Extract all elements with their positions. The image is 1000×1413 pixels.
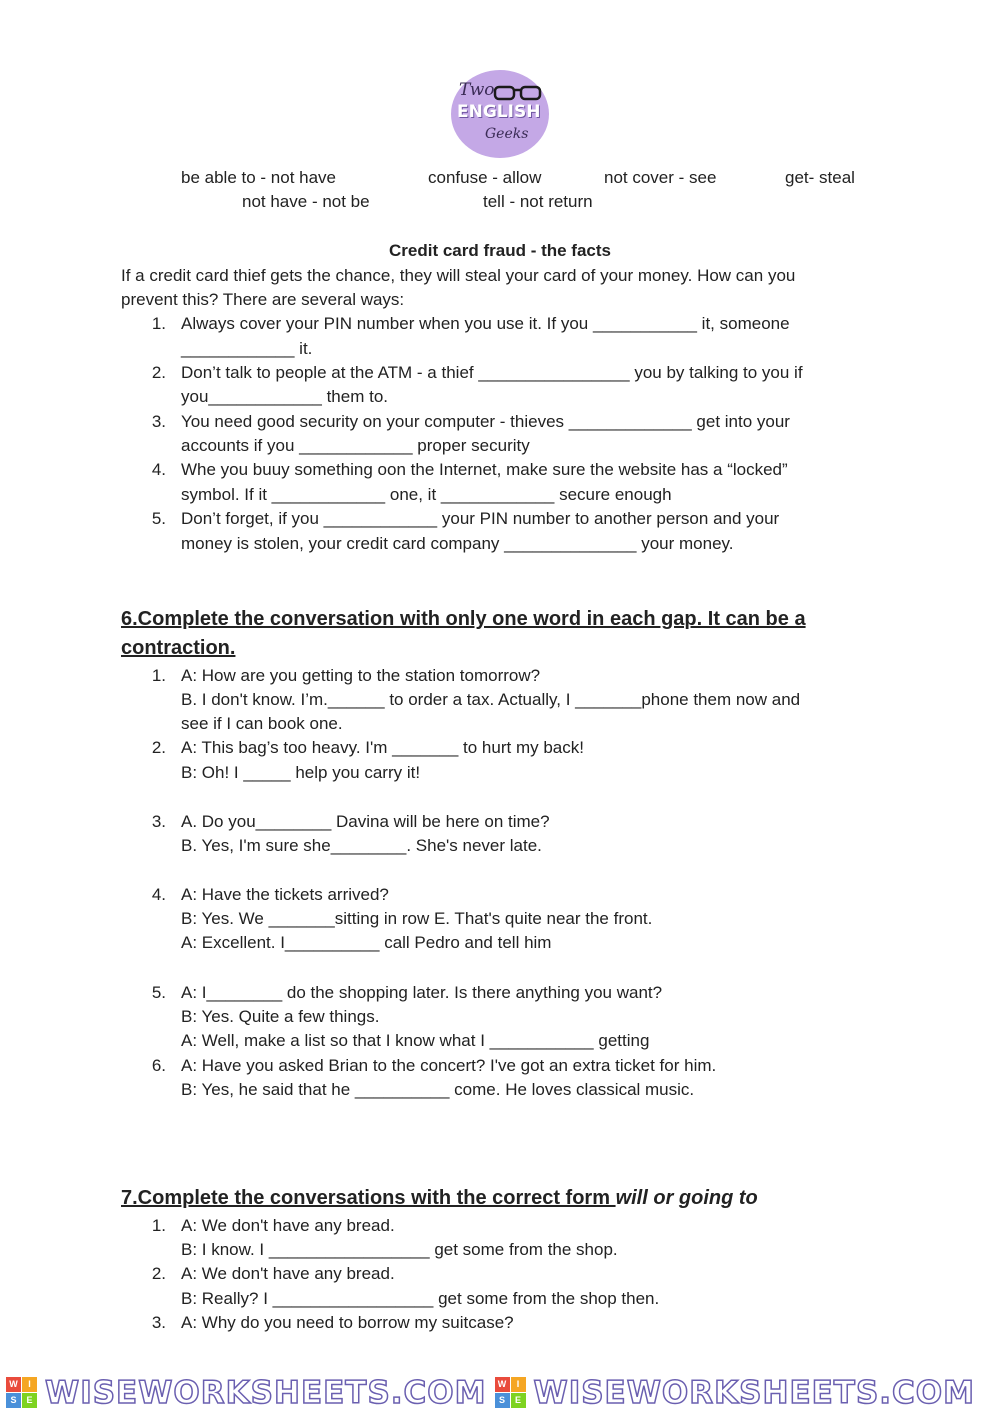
- item-text: Always cover your PIN number when you use it. If you ___________ it, someone: [181, 314, 790, 333]
- dialogue-line: B: Yes. We _______sitting in row E. That's quite near the front.: [181, 909, 653, 928]
- logo-text-two: Two: [459, 80, 495, 100]
- section-6-heading: [121, 605, 806, 634]
- dialogue-line: B. I don't know. I’m.______ to order a tax. Actually, I _______phone them now and: [181, 690, 801, 709]
- dialogue-line: A: Have you asked Brian to the concert? I've got an extra ticket for him.: [181, 1056, 717, 1075]
- item-number: 2.: [151, 363, 166, 382]
- dialogue-line: see if I can book one.: [181, 714, 343, 733]
- item-text: symbol. If it ____________ one, it ____________ secure enough: [181, 485, 672, 504]
- dialogue-line: A: Have the tickets arrived?: [181, 885, 389, 904]
- item-text: Don’t talk to people at the ATM - a thief ________________ you by talking to you if: [181, 363, 803, 382]
- mark-letter: S: [6, 1393, 21, 1408]
- dialogue-line: B: Yes. Quite a few things.: [181, 1007, 380, 1026]
- wiseworksheets-brand: WISEWORKSHEETS.COM: [533, 1374, 975, 1411]
- item-number: 3.: [151, 1313, 166, 1332]
- mark-letter: S: [495, 1393, 510, 1408]
- word-bank-option: not have - not be: [242, 192, 370, 211]
- glasses-icon: [493, 84, 543, 102]
- item-number: 1.: [151, 1216, 166, 1235]
- mark-letter: I: [511, 1377, 526, 1392]
- item-text: accounts if you ____________ proper security: [181, 436, 530, 455]
- heading-line: contraction.: [121, 637, 236, 659]
- wiseworksheets-logo-mark: [495, 1377, 526, 1408]
- mark-letter: E: [511, 1393, 526, 1408]
- item-text: Don’t forget, if you ____________ your PIN number to another person and your: [181, 509, 780, 528]
- intro-line: prevent this? There are several ways:: [121, 290, 405, 309]
- item-number: 1.: [151, 666, 166, 685]
- item-number: 5.: [151, 509, 166, 528]
- dialogue-line: A: We don't have any bread.: [181, 1216, 395, 1235]
- intro-line: If a credit card thief gets the chance, they will steal your card of your money. How can you: [121, 266, 796, 285]
- item-number: 2.: [151, 1264, 166, 1283]
- logo-text-english: ENGLISH: [457, 102, 541, 122]
- item-number: 4.: [151, 460, 166, 479]
- dialogue-line: A: This bag’s too heavy. I'm _______ to hurt my back!: [181, 738, 584, 757]
- item-text: you____________ them to.: [181, 387, 389, 406]
- item-text: money is stolen, your credit card company ______________ your money.: [181, 534, 734, 553]
- dialogue-line: B: Yes, he said that he __________ come. He loves classical music.: [181, 1080, 695, 1099]
- item-number: 4.: [151, 885, 166, 904]
- item-text: You need good security on your computer - thieves _____________ get into your: [181, 412, 790, 431]
- heading-line: 6.Complete the conversation with only one word in each gap. It can be a: [121, 608, 806, 630]
- dialogue-line: B. Yes, I'm sure she________. She's never late.: [181, 836, 542, 855]
- dialogue-line: B: I know. I _________________ get some from the shop.: [181, 1240, 618, 1259]
- section-6-heading-cont: [121, 634, 235, 663]
- item-number: 5.: [151, 983, 166, 1002]
- dialogue-line: A: How are you getting to the station tomorrow?: [181, 666, 541, 685]
- item-number: 3.: [151, 412, 166, 431]
- item-number: 6.: [151, 1056, 166, 1075]
- dialogue-line: A: Excellent. I__________ call Pedro and tell him: [181, 933, 552, 952]
- item-text: Whe you buuy something oon the Internet, make sure the website has a “locked”: [181, 460, 788, 479]
- word-bank-option: confuse - allow: [428, 168, 542, 187]
- dialogue-line: B: Oh! I _____ help you carry it!: [181, 763, 421, 782]
- word-bank-option: be able to - not have: [181, 168, 337, 187]
- mark-letter: I: [22, 1377, 37, 1392]
- dialogue-line: B: Really? I _________________ get some from the shop then.: [181, 1289, 660, 1308]
- two-english-geeks-logo: [451, 70, 549, 158]
- word-bank-option: get- steal: [785, 168, 855, 187]
- item-text: ____________ it.: [181, 339, 313, 358]
- wiseworksheets-brand: WISEWORKSHEETS.COM: [45, 1374, 487, 1411]
- heading-emphasis: will or going to: [615, 1187, 758, 1209]
- dialogue-line: A. Do you________ Davina will be here on time?: [181, 812, 550, 831]
- credit-card-title: Credit card fraud - the facts: [389, 241, 611, 260]
- item-number: 1.: [151, 314, 166, 333]
- logo-text-geeks: Geeks: [485, 126, 529, 142]
- word-bank-option: not cover - see: [604, 168, 717, 187]
- section-7-heading: [121, 1184, 758, 1213]
- mark-letter: W: [6, 1377, 21, 1392]
- dialogue-line: A: Well, make a list so that I know what I ___________ getting: [181, 1031, 650, 1050]
- wiseworksheets-logo-mark: [6, 1377, 37, 1408]
- dialogue-line: A: We don't have any bread.: [181, 1264, 395, 1283]
- dialogue-line: A: I________ do the shopping later. Is there anything you want?: [181, 983, 663, 1002]
- word-bank-option: tell - not return: [483, 192, 593, 211]
- mark-letter: W: [495, 1377, 510, 1392]
- wiseworksheets-footer: [0, 1372, 1000, 1413]
- item-number: 2.: [151, 738, 166, 757]
- item-number: 3.: [151, 812, 166, 831]
- mark-letter: E: [22, 1393, 37, 1408]
- dialogue-line: A: Why do you need to borrow my suitcase?: [181, 1313, 514, 1332]
- heading-line: 7.Complete the conversations with the correct form: [121, 1187, 616, 1209]
